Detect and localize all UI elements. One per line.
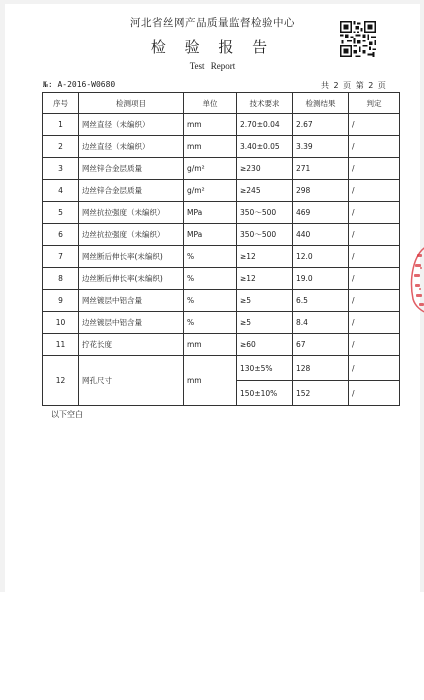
table-row xyxy=(43,202,400,224)
blank-below-remark: 以下空白 xyxy=(51,410,83,419)
cell-item: 网丝直径（未编织） xyxy=(79,114,184,136)
cell-unit: mm xyxy=(184,114,237,136)
table-row xyxy=(43,290,400,312)
cell-no: 1 xyxy=(43,114,79,136)
cell-requirement: 350～500 xyxy=(237,202,293,224)
cell-no: 4 xyxy=(43,180,79,202)
cell-result: 2.67 xyxy=(293,114,349,136)
cell-item: 网丝镀层中铝含量 xyxy=(79,290,184,312)
header-result: 检测结果 xyxy=(293,93,349,114)
cell-item: 边丝抗拉强度（未编织） xyxy=(79,224,184,246)
table-row xyxy=(43,246,400,268)
cell-result: 152 xyxy=(293,381,349,406)
cell-result: 3.39 xyxy=(293,136,349,158)
cell-unit: % xyxy=(184,312,237,334)
cell-no: 12 xyxy=(43,356,79,406)
header-no: 序号 xyxy=(43,93,79,114)
header-requirement: 技术要求 xyxy=(237,93,293,114)
cell-result: 12.0 xyxy=(293,246,349,268)
cell-verdict: / xyxy=(349,180,400,202)
center-name: 河北省丝网产品质量监督检验中心 xyxy=(130,17,295,29)
cell-unit: % xyxy=(184,246,237,268)
cell-requirement: ≥245 xyxy=(237,180,293,202)
report-title: 检 验 报 告 xyxy=(150,38,275,56)
cell-no: 11 xyxy=(43,334,79,356)
table-row xyxy=(43,224,400,246)
cell-requirement: 2.70±0.04 xyxy=(237,114,293,136)
cell-unit: mm xyxy=(184,334,237,356)
table-row xyxy=(43,312,400,334)
red-stamp-seal xyxy=(405,244,424,314)
cell-item: 边丝镀层中铝含量 xyxy=(79,312,184,334)
cell-unit: % xyxy=(184,290,237,312)
cell-result: 67 xyxy=(293,334,349,356)
cell-verdict: / xyxy=(349,312,400,334)
report-subtitle: Test Report xyxy=(189,61,236,71)
cell-verdict: / xyxy=(349,114,400,136)
cell-result: 128 xyxy=(293,356,349,381)
cell-verdict: / xyxy=(349,136,400,158)
cell-item: 网丝断后伸长率(未编织) xyxy=(79,246,184,268)
report-page xyxy=(5,4,420,592)
cell-verdict: / xyxy=(349,202,400,224)
cell-verdict: / xyxy=(349,246,400,268)
cell-requirement: 350～500 xyxy=(237,224,293,246)
cell-unit: mm xyxy=(184,136,237,158)
cell-no: 7 xyxy=(43,246,79,268)
cell-result: 8.4 xyxy=(293,312,349,334)
blank-margin xyxy=(0,592,424,700)
cell-requirement: ≥60 xyxy=(237,334,293,356)
cell-verdict: / xyxy=(349,381,400,406)
cell-result: 271 xyxy=(293,158,349,180)
cell-verdict: / xyxy=(349,268,400,290)
cell-no: 2 xyxy=(43,136,79,158)
cell-no: 10 xyxy=(43,312,79,334)
cell-no: 5 xyxy=(43,202,79,224)
cell-result: 469 xyxy=(293,202,349,224)
cell-verdict: / xyxy=(349,356,400,381)
header-unit: 单位 xyxy=(184,93,237,114)
table-row xyxy=(43,136,400,158)
cell-item: 边丝直径（未编织） xyxy=(79,136,184,158)
table-header-row xyxy=(43,93,400,114)
page-count: 共 2 页 第 2 页 xyxy=(321,81,387,90)
table-row xyxy=(43,356,400,381)
document-number: №: A-2016-W0680 xyxy=(43,80,116,89)
header-item: 检测项目 xyxy=(79,93,184,114)
cell-unit: g/m² xyxy=(184,180,237,202)
cell-verdict: / xyxy=(349,224,400,246)
cell-verdict: / xyxy=(349,290,400,312)
cell-unit: MPa xyxy=(184,202,237,224)
cell-item: 网丝锌合金层质量 xyxy=(79,158,184,180)
cell-item: 边丝断后伸长率(未编织) xyxy=(79,268,184,290)
cell-requirement: 3.40±0.05 xyxy=(237,136,293,158)
cell-result: 298 xyxy=(293,180,349,202)
cell-requirement: ≥12 xyxy=(237,268,293,290)
cell-requirement: ≥230 xyxy=(237,158,293,180)
cell-requirement: 150±10% xyxy=(237,381,293,406)
table-row xyxy=(43,268,400,290)
cell-unit: MPa xyxy=(184,224,237,246)
cell-no: 3 xyxy=(43,158,79,180)
table-row xyxy=(43,114,400,136)
cell-requirement: 130±5% xyxy=(237,356,293,381)
table-row xyxy=(43,158,400,180)
cell-no: 6 xyxy=(43,224,79,246)
cell-verdict: / xyxy=(349,334,400,356)
cell-item: 边丝锌合金层质量 xyxy=(79,180,184,202)
cell-no: 9 xyxy=(43,290,79,312)
cell-requirement: ≥12 xyxy=(237,246,293,268)
cell-result: 19.0 xyxy=(293,268,349,290)
cell-unit: mm xyxy=(184,356,237,406)
qr-code-icon xyxy=(340,21,376,57)
cell-requirement: ≥5 xyxy=(237,290,293,312)
cell-result: 6.5 xyxy=(293,290,349,312)
cell-unit: % xyxy=(184,268,237,290)
cell-result: 440 xyxy=(293,224,349,246)
results-table xyxy=(42,92,400,406)
table-row xyxy=(43,334,400,356)
table-row xyxy=(43,180,400,202)
cell-no: 8 xyxy=(43,268,79,290)
cell-verdict: / xyxy=(349,158,400,180)
cell-item: 网丝抗拉强度（未编织） xyxy=(79,202,184,224)
cell-item: 拧花长度 xyxy=(79,334,184,356)
header-verdict: 判定 xyxy=(349,93,400,114)
cell-requirement: ≥5 xyxy=(237,312,293,334)
cell-item: 网孔尺寸 xyxy=(79,356,184,406)
cell-unit: g/m² xyxy=(184,158,237,180)
